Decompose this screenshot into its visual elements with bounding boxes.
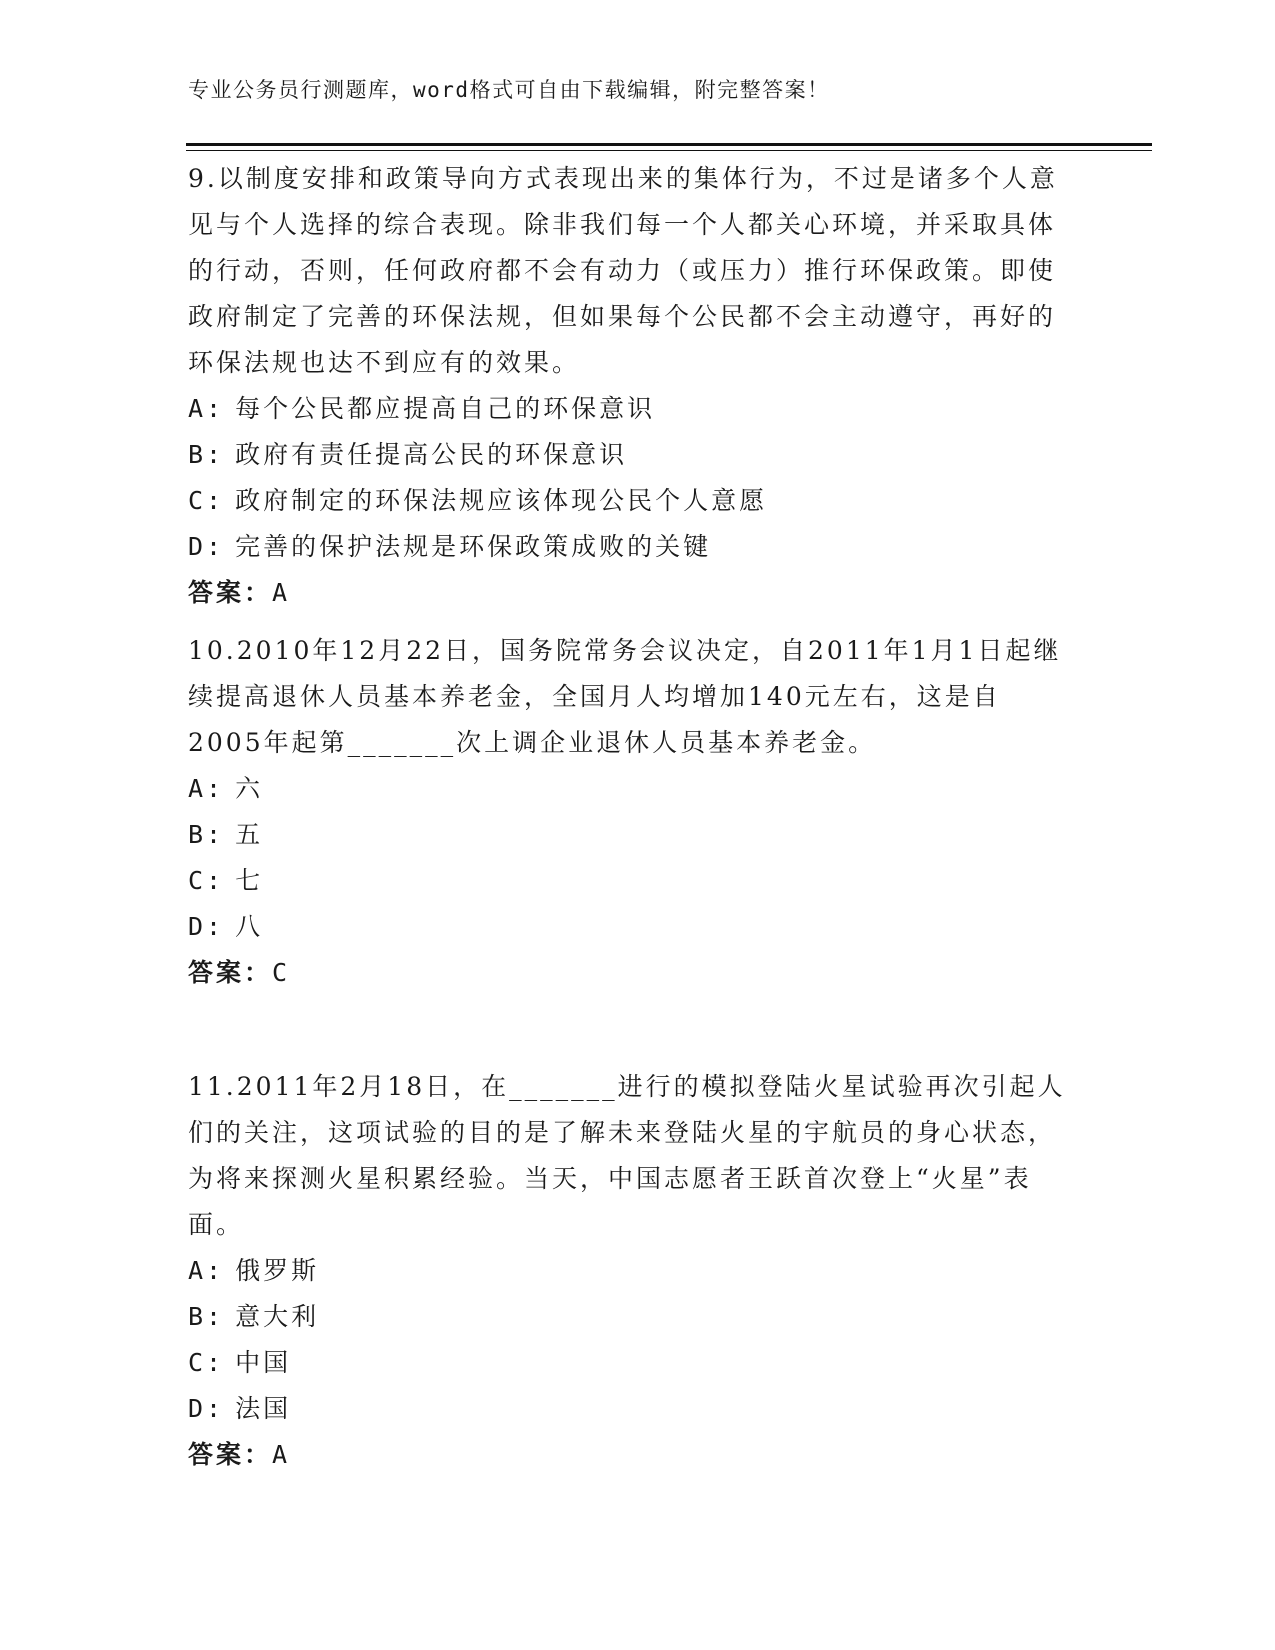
option-text: 中国 — [235, 1348, 292, 1377]
answer-value: C — [272, 958, 291, 987]
option-d — [188, 524, 1068, 570]
answer — [188, 950, 1068, 996]
option-text: 政府有责任提高公民的环保意识 — [235, 440, 628, 469]
option-a — [188, 386, 1068, 432]
answer — [188, 1432, 1068, 1478]
option-letter: A: — [188, 394, 225, 423]
option-b — [188, 812, 1068, 858]
option-text: 意大利 — [235, 1302, 320, 1331]
answer-label: 答案： — [188, 578, 273, 607]
option-b — [188, 1294, 1068, 1340]
option-letter: C: — [188, 1348, 225, 1377]
option-text: 俄罗斯 — [235, 1256, 320, 1285]
option-letter: C: — [188, 486, 225, 515]
question-text: 11.2011年2月18日，在_______进行的模拟登陆火星试验再次引起人们的关注，这项试验的目的是了解未来登陆火星的宇航员的身心状态，为将来探测火星积累经验。当天，中国志愿者王跃首次登上“火星”表面。 — [188, 1072, 1066, 1239]
option-text: 每个公民都应提高自己的环保意识 — [235, 394, 656, 423]
option-a — [188, 1248, 1068, 1294]
option-d — [188, 904, 1068, 950]
question-text: 10.2010年12月22日，国务院常务会议决定，自2011年1月1日起继续提高退休人员基本养老金，全国月人均增加140元左右，这是自2005年起第_______次上调企业退休人员基本养老金。 — [188, 636, 1062, 757]
answer-label: 答案： — [188, 958, 273, 987]
answer-label: 答案： — [188, 1440, 273, 1469]
header-rule-thin — [186, 150, 1152, 151]
option-letter: A: — [188, 774, 225, 803]
option-a — [188, 766, 1068, 812]
header-rule-thick — [186, 143, 1152, 146]
option-letter: C: — [188, 866, 225, 895]
option-text: 八 — [235, 912, 264, 941]
question-9 — [188, 156, 1068, 616]
option-text: 六 — [235, 774, 264, 803]
option-d — [188, 1386, 1068, 1432]
option-letter: B: — [188, 820, 225, 849]
question-text: 9.以制度安排和政策导向方式表现出来的集体行为，不过是诸多个人意见与个人选择的综合表现。除非我们每一个人都关心环境，并采取具体的行动，否则，任何政府都不会有动力（或压力）推行环保政策。即使政府制定了完善的环保法规，但如果每个公民都不会主动遵守，再好的环保法规也达不到应有的效果。 — [188, 164, 1058, 377]
answer-value: A — [272, 578, 291, 607]
option-c — [188, 478, 1068, 524]
page-header: 专业公务员行测题库，word格式可自由下载编辑，附完整答案！ — [188, 78, 830, 102]
option-text: 政府制定的环保法规应该体现公民个人意愿 — [235, 486, 768, 515]
answer — [188, 570, 1068, 616]
question-11 — [188, 1064, 1068, 1478]
option-c — [188, 858, 1068, 904]
option-letter: B: — [188, 440, 225, 469]
option-b — [188, 432, 1068, 478]
option-letter: A: — [188, 1256, 225, 1285]
option-letter: B: — [188, 1302, 225, 1331]
option-text: 七 — [235, 866, 264, 895]
answer-value: A — [272, 1440, 291, 1469]
option-text: 完善的保护法规是环保政策成败的关键 — [235, 532, 712, 561]
option-text: 五 — [235, 820, 264, 849]
option-letter: D: — [188, 1394, 225, 1423]
option-text: 法国 — [235, 1394, 292, 1423]
question-10 — [188, 628, 1068, 996]
option-c — [188, 1340, 1068, 1386]
option-letter: D: — [188, 532, 225, 561]
option-letter: D: — [188, 912, 225, 941]
